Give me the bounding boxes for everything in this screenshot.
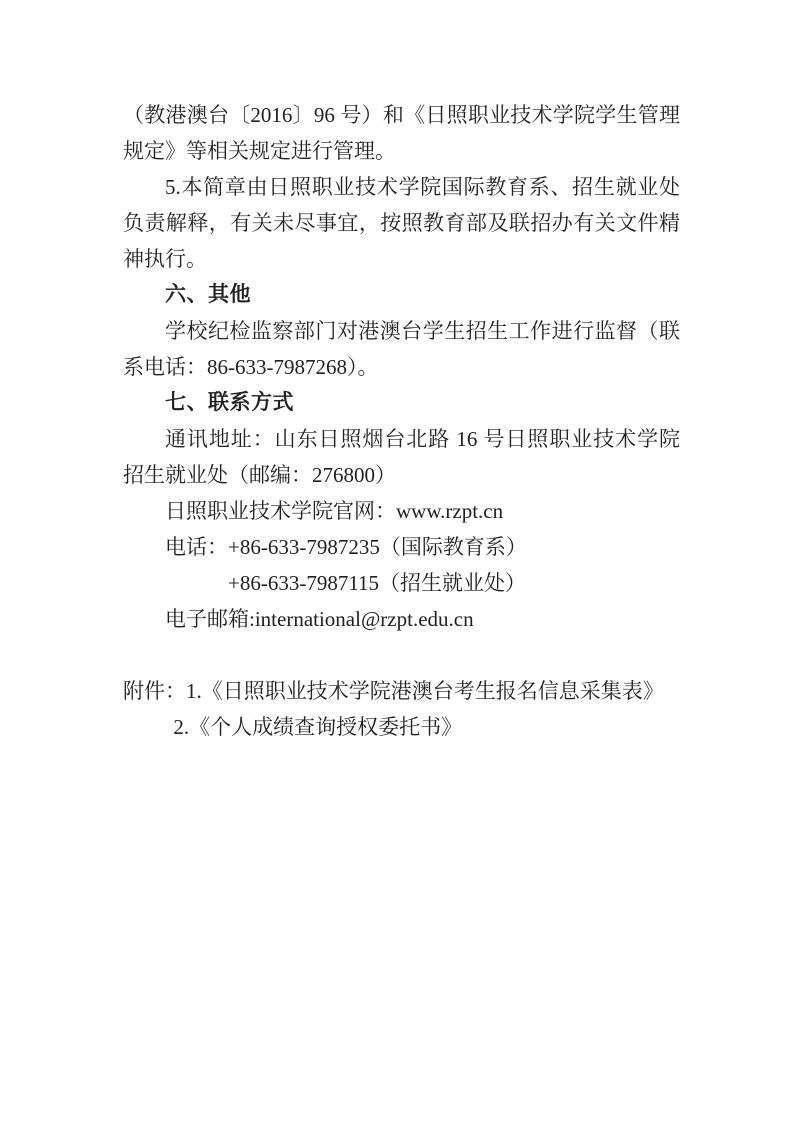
document-line: 电话：+86-633-7987235（国际教育系） bbox=[165, 535, 527, 559]
section-heading: 七、联系方式 bbox=[165, 391, 294, 414]
document-line: 附件：1.《日照职业技术学院港澳台考生报名信息采集表》 bbox=[123, 679, 664, 703]
document-line: 招生就业处（邮编：276800） bbox=[123, 463, 396, 487]
blank-line bbox=[123, 637, 680, 673]
document-line: +86-633-7987115（招生就业处） bbox=[228, 571, 527, 595]
document-line: 规定》等相关规定进行管理。 bbox=[123, 139, 396, 163]
document-line: 系电话：86-633-7987268）。 bbox=[123, 355, 379, 379]
document-line: 负责解释，有关未尽事宜，按照教育部及联招办有关文件精 bbox=[123, 211, 680, 235]
document-line: 电子邮箱:international@rzpt.edu.cn bbox=[165, 607, 474, 631]
document-line: （教港澳台〔2016〕96 号）和《日照职业技术学院学生管理 bbox=[123, 103, 680, 127]
document-line: 神执行。 bbox=[123, 247, 207, 271]
document-line: 2.《个人成绩查询授权委托书》 bbox=[173, 715, 463, 739]
document-line: 通讯地址：山东日照烟台北路 16 号日照职业技术学院 bbox=[165, 427, 680, 451]
section-heading: 六、其他 bbox=[165, 283, 251, 306]
document-text-block bbox=[123, 97, 680, 745]
document-line: 日照职业技术学院官网：www.rzpt.cn bbox=[165, 499, 504, 523]
document-line: 5.本简章由日照职业技术学院国际教育系、招生就业处 bbox=[165, 175, 680, 199]
document-line: 学校纪检监察部门对港澳台学生招生工作进行监督（联 bbox=[165, 319, 680, 343]
